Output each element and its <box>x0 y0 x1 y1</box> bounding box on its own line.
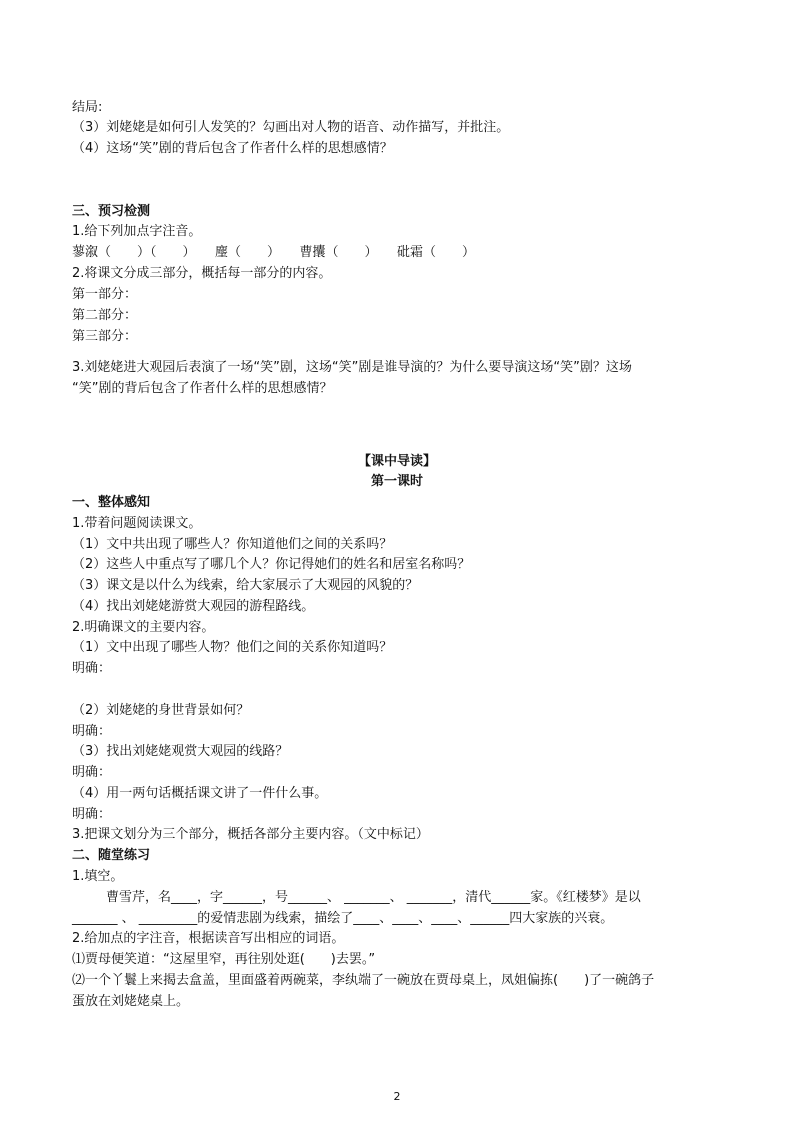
question-4: （4）这场“笑”剧的背后包含了作者什么样的思想感情？ <box>72 141 393 156</box>
answer-label: 明确： <box>72 807 112 822</box>
practice-2-item-1: ⑴贾母便笑道：“这屋里窄，再往别处逛( )去罢。” <box>72 952 376 967</box>
lesson-title: 第一课时 <box>370 474 423 489</box>
practice-1: 1.填空。 <box>72 869 124 884</box>
practice-2-item-2-line-1: ⑵一个丫鬟上来揭去盒盖，里面盛着两碗菜，李纨端了一碗放在贾母桌上，凤姐偏拣( )了一碗鸽子 <box>72 973 655 988</box>
section-heading-practice: 二、随堂练习 <box>72 848 151 863</box>
pinyin-items: 蓼溆（ ）（ ） 麈（ ） 曹攮（ ） 砒霜（ ） <box>72 245 476 260</box>
part-two-label: 第二部分： <box>72 308 138 323</box>
text-line: 结局: <box>72 100 103 115</box>
page-number: 2 <box>393 1090 401 1103</box>
task-1-q3: （3）课文是以什么为线索，给大家展示了大观园的风貌的？ <box>72 578 419 593</box>
section-title: 【课中导读】 <box>357 454 436 469</box>
task-2-q4: （4）用一两句话概括课文讲了一件什么事。 <box>72 786 328 801</box>
part-three-label: 第三部分： <box>72 329 138 344</box>
answer-label: 明确： <box>72 765 112 780</box>
practice-2: 2.给加点的字注音，根据读音写出相应的词语。 <box>72 931 345 946</box>
task-1: 1.带着问题阅读课文。 <box>72 516 202 531</box>
fill-blank-line-1: 曹雪芹，名____，字______，号______、 _______、 _______，清代______家。《红楼梦》是以 <box>106 890 641 905</box>
part-one-label: 第一部分： <box>72 287 138 302</box>
task-2-q1: （1）文中出现了哪些人物？他们之间的关系你知道吗？ <box>72 640 393 655</box>
task-2: 2.明确课文的主要内容。 <box>72 620 215 635</box>
task-1-q4: （4）找出刘姥姥游赏大观园的游程路线。 <box>72 599 315 614</box>
section-heading-overview: 一、整体感知 <box>72 495 151 510</box>
answer-label: 明确： <box>72 724 112 739</box>
exercise-1: 1.给下列加点字注音。 <box>72 224 202 239</box>
exercise-3-line-2: “笑”剧的背后包含了作者什么样的思想感情？ <box>72 381 333 396</box>
task-2-q2: （2）刘姥姥的身世背景如何？ <box>72 703 250 718</box>
section-heading-preview-check: 三、预习检测 <box>72 204 151 219</box>
task-2-q3: （3）找出刘姥姥观赏大观园的线路？ <box>72 744 289 759</box>
task-1-q2: （2）这些人中重点写了哪几个人？你记得她们的姓名和居室名称吗？ <box>72 557 471 572</box>
question-3: （3）刘姥姥是如何引人发笑的？勾画出对人物的语音、动作描写，并批注。 <box>72 120 510 135</box>
exercise-2: 2.将课文分成三部分，概括每一部分的内容。 <box>72 266 332 281</box>
task-3: 3.把课文划分为三个部分，概括各部分主要内容。（文中标记） <box>72 827 429 842</box>
practice-2-item-2-line-2: 蛋放在刘姥姥桌上。 <box>72 994 190 1009</box>
fill-blank-line-2: _______ 、 _________的爱情悲剧为线索，描绘了____、____、____、______四大家族的兴衰。 <box>72 911 614 926</box>
exercise-3-line-1: 3.刘姥姥进大观园后表演了一场“笑”剧，这场“笑”剧是谁导演的？为什么要导演这场“笑”剧？这场 <box>72 360 632 375</box>
task-1-q1: （1）文中共出现了哪些人？你知道他们之间的关系吗？ <box>72 537 393 552</box>
answer-label: 明确： <box>72 661 112 676</box>
